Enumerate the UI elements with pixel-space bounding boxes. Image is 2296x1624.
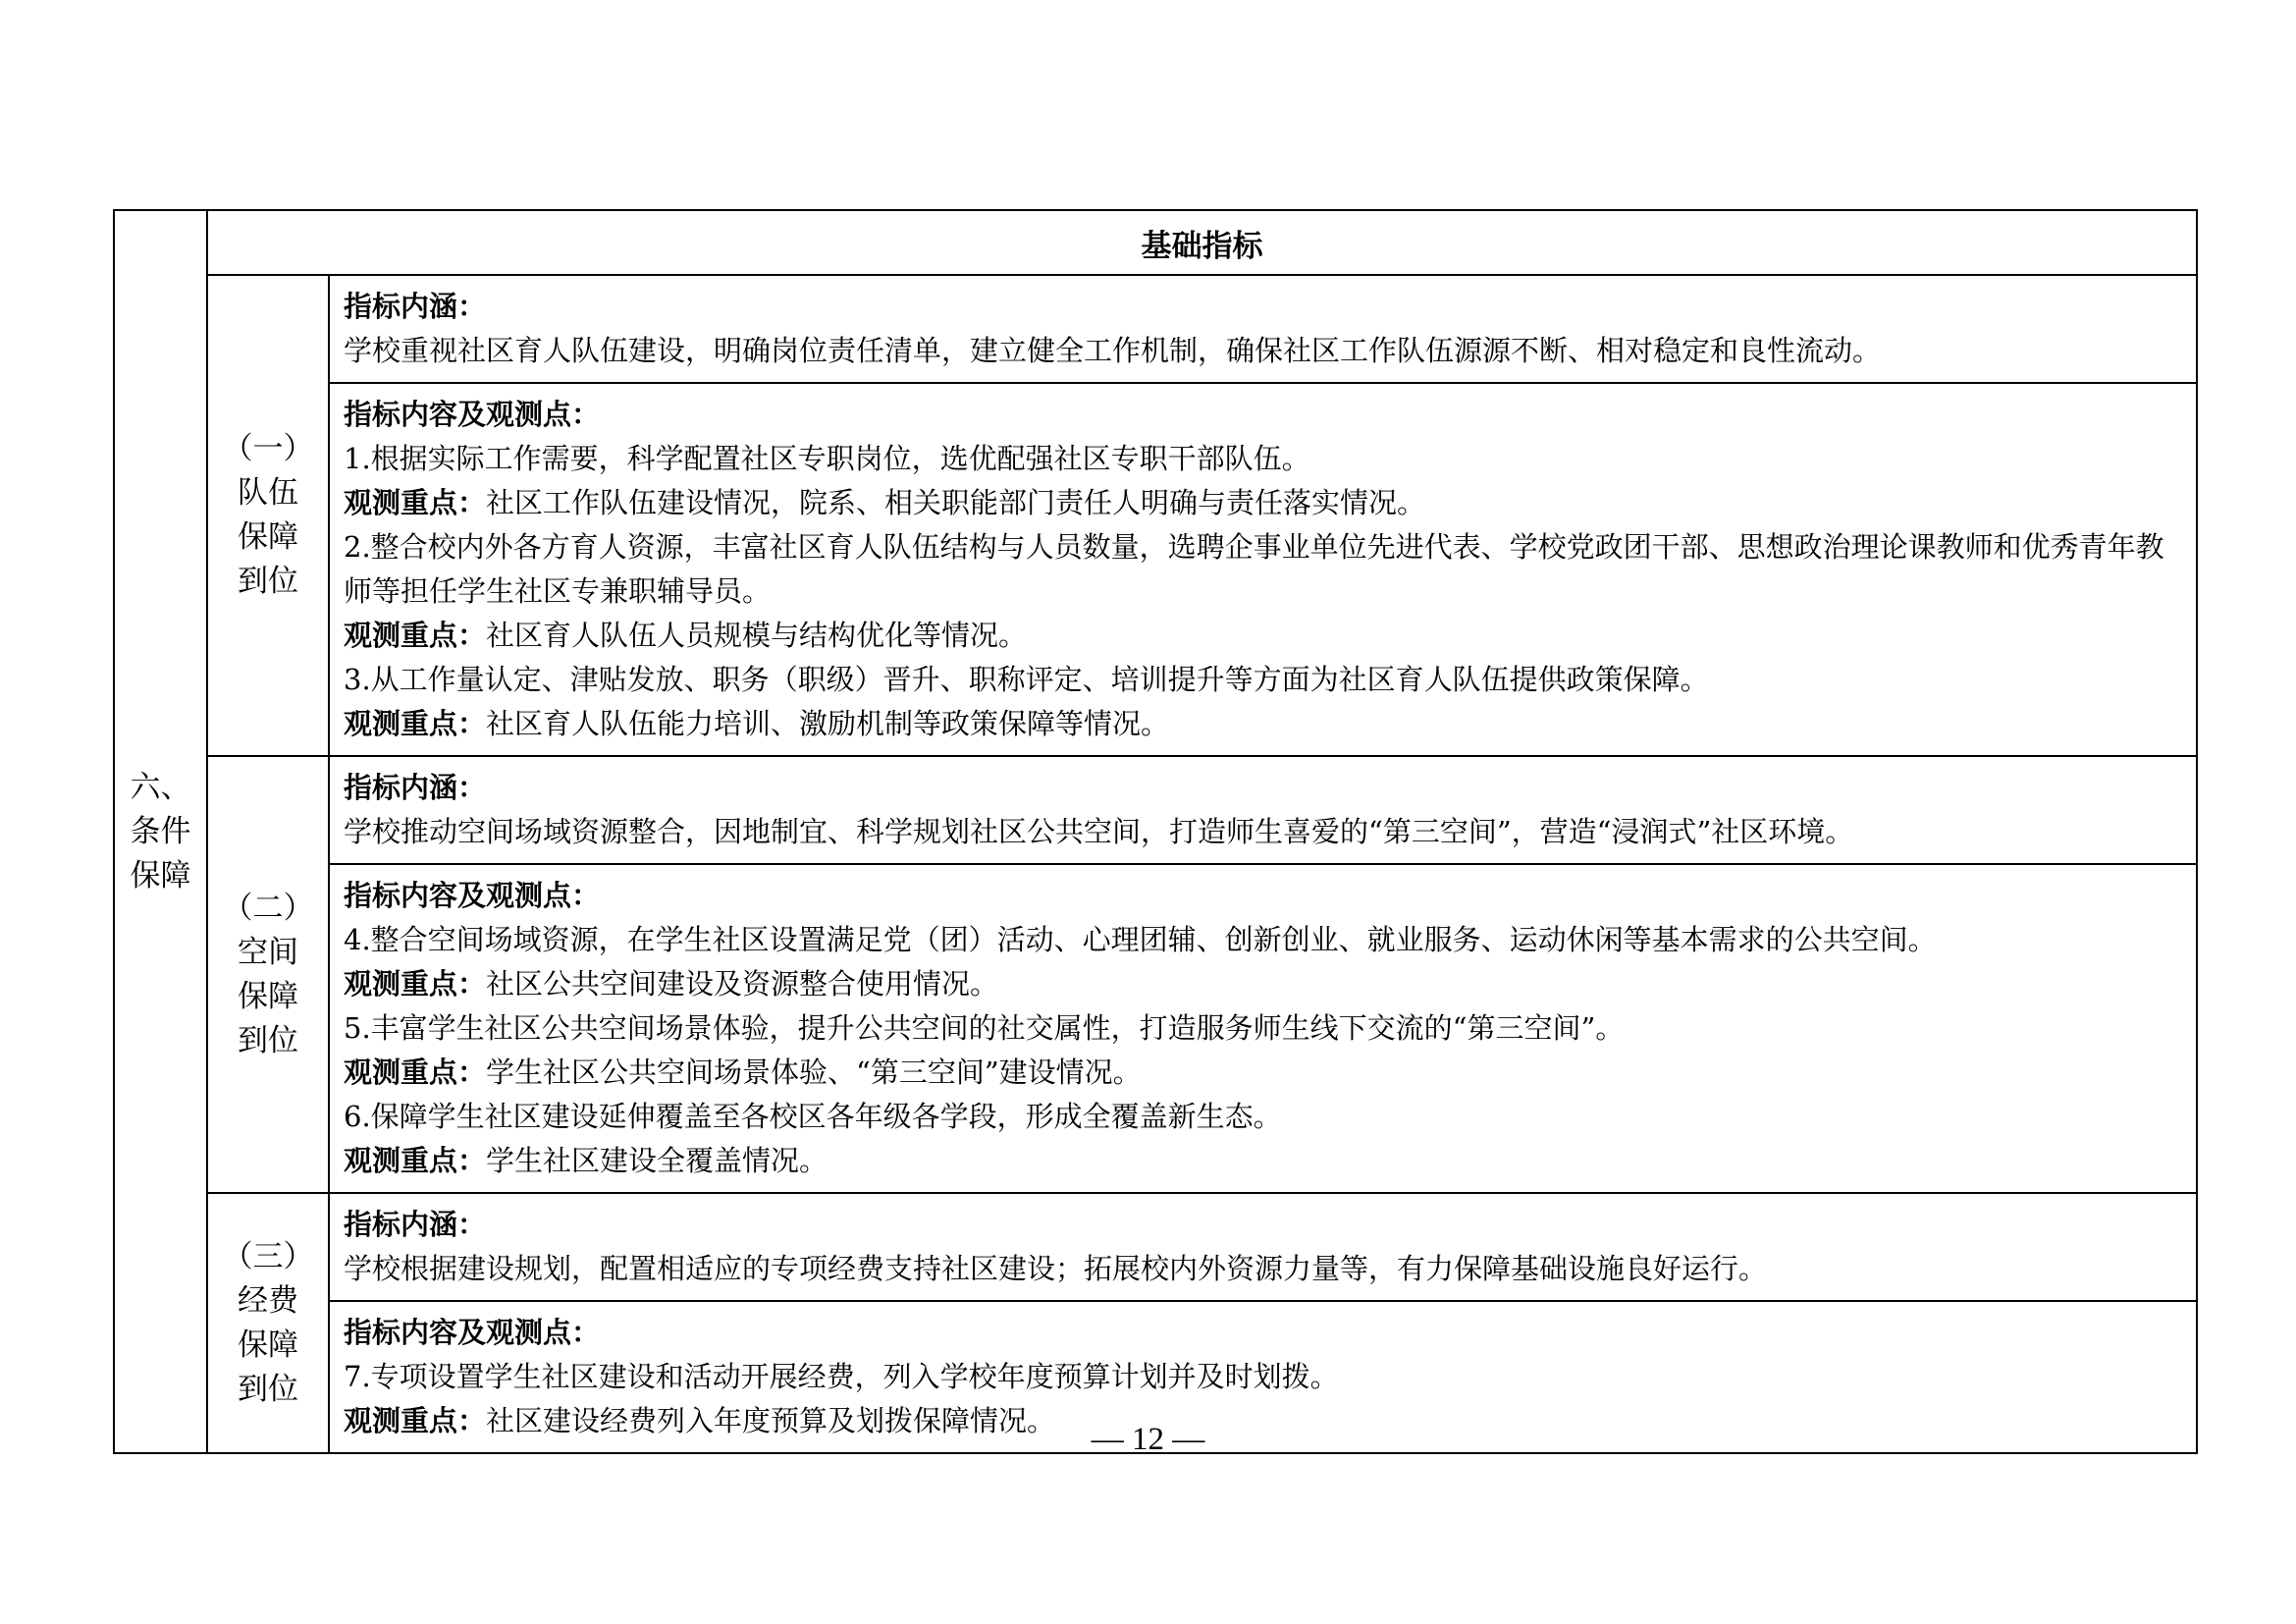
item-text: 2.整合校内外各方育人资源，丰富社区育人队伍结构与人员数量，选聘企事业单位先进代表、学校党政团干部、思想政治理论课教师和优秀青年教师等担任学生社区专兼职辅导员。 [344,530,2164,608]
group-label-line: 经费 [238,1282,298,1319]
observation-text: 社区工作队伍建设情况，院系、相关职能部门责任人明确与责任落实情况。 [486,486,1426,519]
table-row [114,275,2197,383]
table-row [114,383,2197,756]
page-number: — 12 — [1091,1422,1205,1457]
item-text: 4.整合空间场域资源，在学生社区设置满足党（团）活动、心理团辅、创新创业、就业服务、运动休闲等基本需求的公共空间。 [344,923,1937,956]
observation-label: 观测重点： [344,619,487,652]
section-label-line: 六、 [130,769,191,805]
item-text: 7.专项设置学生社区建设和活动开展经费，列入学校年度预算计划并及时划拨。 [344,1360,1339,1393]
observation [344,614,2182,658]
group-label [207,756,329,1193]
observation [344,702,2182,746]
group-label-line: 保障 [238,1326,298,1363]
connotation-text: 学校根据建设规划，配置相适应的专项经费支持社区建设；拓展校内外资源力量等，有力保障基础设施良好运行。 [344,1252,1768,1285]
group-label-line: 到位 [238,1371,298,1407]
connotation-text: 学校推动空间场域资源整合，因地制宜、科学规划社区公共空间，打造师生喜爱的“第三空间”，营造“浸润式”社区环境。 [344,815,1854,848]
group-label-line: 到位 [238,564,298,599]
connotation-title: 指标内涵： [344,1208,487,1241]
observation [344,1139,2182,1183]
group-label-line: （一） [222,431,314,466]
group-label-line: 队伍 [238,475,298,511]
observation-label: 观测重点： [344,486,487,519]
group-label [207,1193,329,1453]
table-row [114,864,2197,1193]
table-row [114,756,2197,864]
observation [344,481,2182,525]
table-row [114,1193,2197,1301]
observation [344,1051,2182,1095]
observation-text: 学生社区公共空间场景体验、“第三空间”建设情况。 [486,1056,1142,1089]
item-text: 6.保障学生社区建设延伸覆盖至各校区各年级各学段，形成全覆盖新生态。 [344,1100,1282,1133]
group-label [207,275,329,756]
observation-label: 观测重点： [344,1404,487,1437]
connotation-title: 指标内涵： [344,290,487,323]
connotation-title: 指标内涵： [344,771,487,804]
item-text: 5.丰富学生社区公共空间场景体验，提升公共空间的社交属性，打造服务师生线下交流的“第三空间”。 [344,1011,1625,1045]
group-label-line: （三） [222,1238,314,1274]
group-label-line: 空间 [238,934,298,970]
observation-label: 观测重点： [344,707,487,740]
observation-text: 社区公共空间建设及资源整合使用情况。 [486,967,999,1001]
observation-label: 观测重点： [344,1056,487,1089]
observation-text: 社区建设经费列入年度预算及划拨保障情况。 [486,1404,1056,1437]
item-text: 3.从工作量认定、津贴发放、职务（职级）晋升、职称评定、培训提升等方面为社区育人队伍提供政策保障。 [344,663,1709,696]
table-header: 基础指标 [207,210,2197,275]
content-title: 指标内容及观测点： [344,879,601,912]
header-row [114,210,2197,275]
group-label-line: 到位 [238,1022,298,1058]
section-label [114,210,207,1453]
observation-text: 学生社区建设全覆盖情况。 [486,1144,828,1177]
observation-label: 观测重点： [344,967,487,1001]
connotation-cell [329,275,2197,383]
item-text: 1.根据实际工作需要，科学配置社区专职岗位，选优配强社区专职干部队伍。 [344,442,1310,475]
connotation-text: 学校重视社区育人队伍建设，明确岗位责任清单，建立健全工作机制，确保社区工作队伍源源不断、相对稳定和良性流动。 [344,334,1882,367]
content-title: 指标内容及观测点： [344,1316,601,1349]
indicator-table [113,209,2198,1454]
observation [344,962,2182,1006]
section-label-line: 条件 [130,813,191,849]
observation-text: 社区育人队伍人员规模与结构优化等情况。 [486,619,1028,652]
connotation-cell [329,756,2197,864]
observation-label: 观测重点： [344,1144,487,1177]
group-label-line: 保障 [238,519,298,555]
content-cell [329,864,2197,1193]
content-cell [329,383,2197,756]
connotation-cell [329,1193,2197,1301]
group-label-line: （二） [222,890,314,926]
content-title: 指标内容及观测点： [344,398,601,431]
group-label-line: 保障 [238,978,298,1014]
observation-text: 社区育人队伍能力培训、激励机制等政策保障等情况。 [486,707,1170,740]
section-label-line: 保障 [130,857,191,893]
